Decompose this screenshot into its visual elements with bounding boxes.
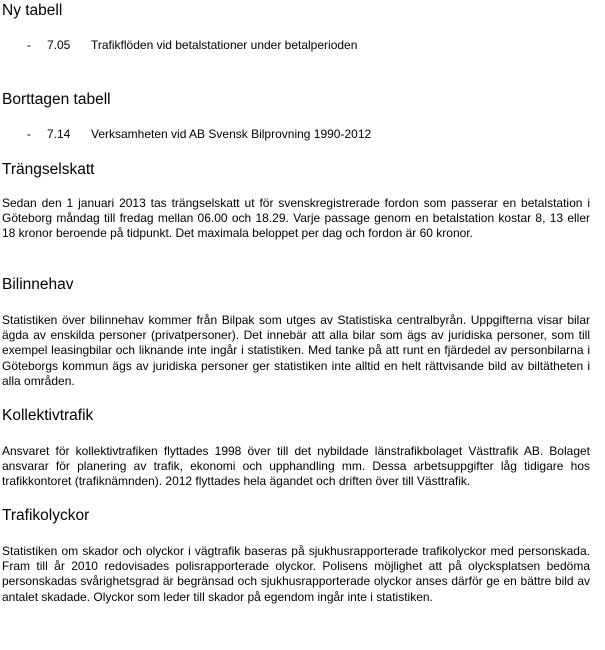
heading-public-transport: Kollektivtrafik	[2, 407, 94, 424]
paragraph-public-transport: Ansvaret för kollektivtrafiken flyttades 1998 över till det nybildade länstrafikbolaget Västtrafik AB. Bolaget ansvarar för planering av trafik, ekonomi och upphandling mm. Dessa arbetsuppgifter låg tidigare hos trafikkontoret (trafiknämnden). 2012 flyttades hela ägandet och driften över till Västtrafik.	[2, 444, 590, 489]
heading-traffic-accidents: Trafikolyckor	[2, 507, 90, 524]
list-dash: -	[27, 127, 31, 141]
heading-congestion-tax: Trängselskatt	[2, 161, 95, 178]
paragraph-traffic-accidents: Statistiken om skador och olyckor i vägtrafik baseras på sjukhusrapporterade trafikolyckor med personskada. Fram till år 2010 redovisades polisrapporterade olyckor. Polisens möjlighet att på olycksplatsen bedöma personskadas svårighetsgrad är begränsad och sjukhusrapporterade olyckor anses därför ge en bättre bild av antalet skadade. Olyckor som leder till skador på egendom ingår inte i statistiken.	[2, 544, 590, 604]
list-dash: -	[27, 38, 31, 52]
paragraph-congestion-tax: Sedan den 1 januari 2013 tas trängselskatt ut för svenskregistrerade fordon som passerar en betalstation i Göteborg måndag till fredag mellan 06.00 och 18.29. Varje passage genom en betalstation kostar 8, 13 eller 18 kronor beroende på tidpunkt. Det maximala beloppet per dag och fordon är 60 kronor.	[2, 196, 590, 241]
heading-removed-table: Borttagen tabell	[2, 91, 111, 108]
heading-car-ownership: Bilinnehav	[2, 276, 74, 293]
table-title: Verksamheten vid AB Svensk Bilprovning 1990-2012	[91, 127, 372, 141]
table-title: Trafikflöden vid betalstationer under betalperioden	[91, 38, 358, 52]
heading-new-table: Ny tabell	[2, 2, 63, 19]
paragraph-car-ownership: Statistiken över bilinnehav kommer från Bilpak som utges av Statistiska centralbyrån. Uppgifterna visar bilar ägda av enskilda personer (privatpersoner). Det innebär att alla bilar som ägs av juridiska personer, som till exempel leasingbilar och liknande inte ingår i statistiken. Med tanke på att runt en fjärdedel av personbilarna i Göteborgs kommun ägs av juridiska personer ger statistiken inte alltid en helt rättvisande bild av biltätheten i alla områden.	[2, 313, 590, 388]
table-number: 7.05	[47, 38, 71, 52]
table-number: 7.14	[47, 127, 71, 141]
